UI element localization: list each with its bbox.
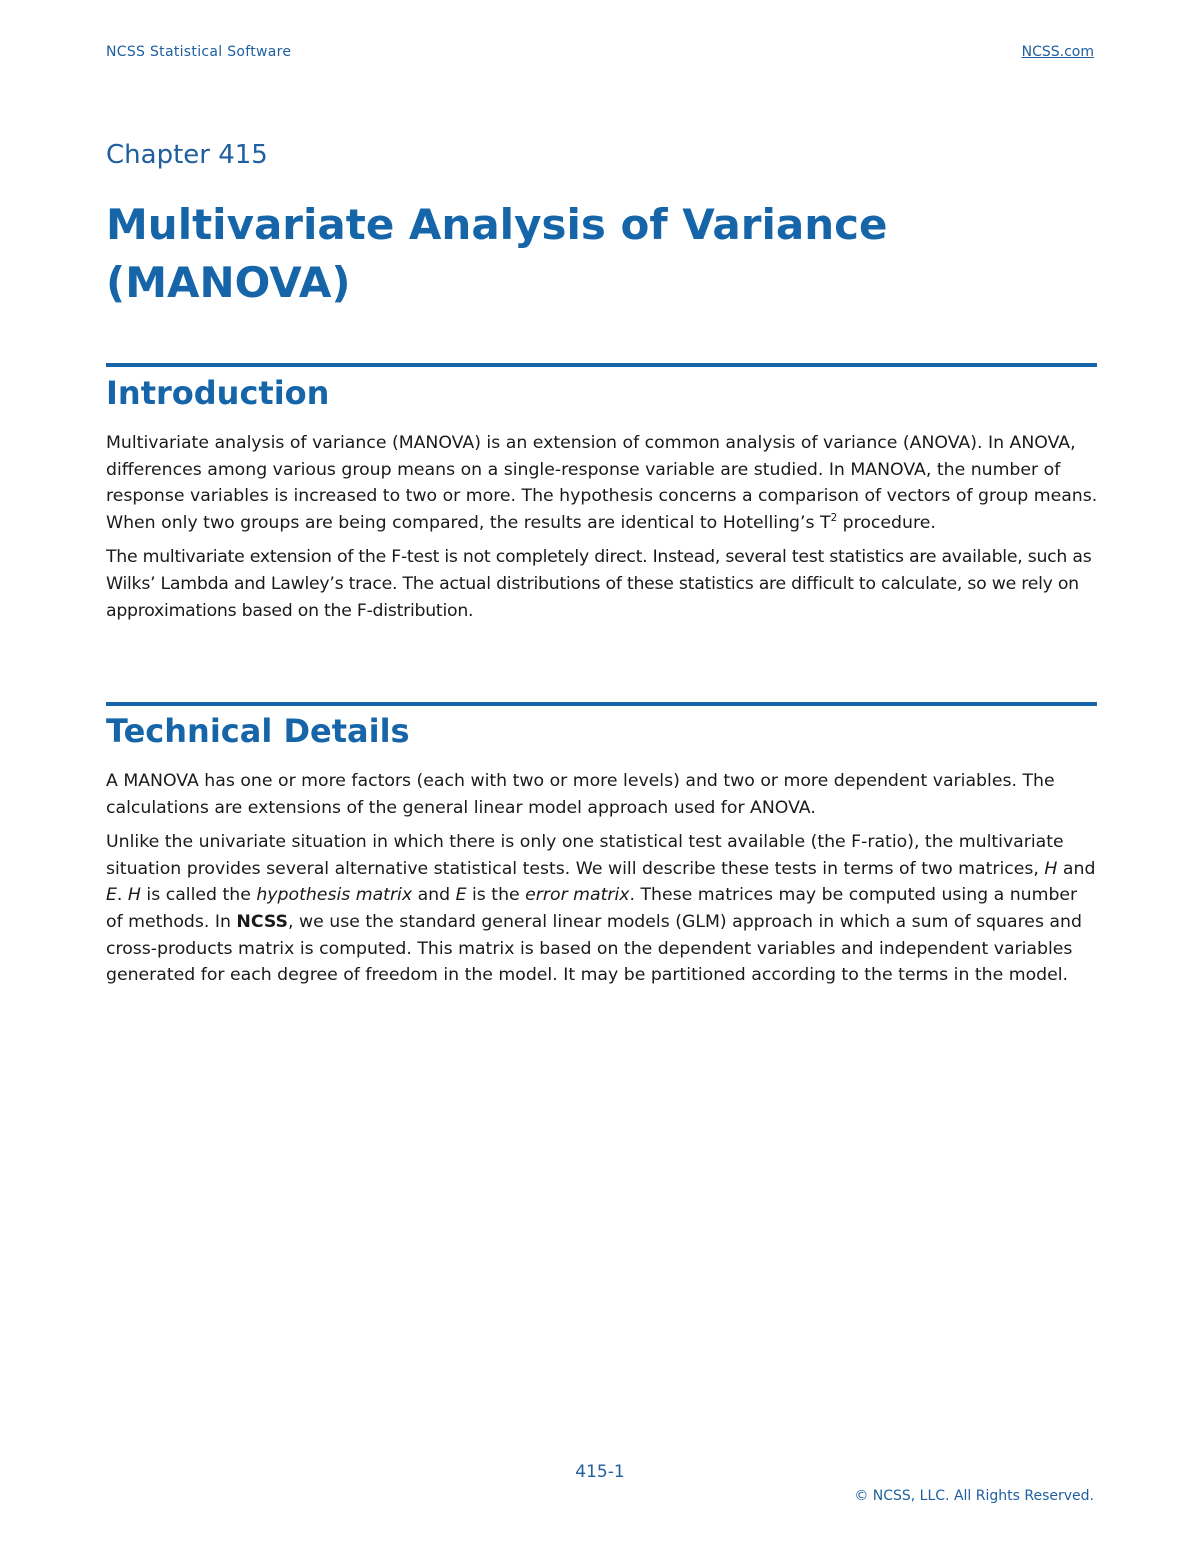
bold-ncss: NCSS <box>236 911 289 932</box>
page-title <box>106 196 1096 312</box>
italic-e: E <box>106 885 117 906</box>
italic-h: H <box>127 885 141 906</box>
technical-paragraph-2 <box>106 829 1098 989</box>
page-number: 415-1 <box>575 1462 625 1482</box>
page-title-line-1: Multivariate Analysis of Variance <box>106 200 888 249</box>
italic-e: E <box>455 885 467 906</box>
section-heading-introduction: Introduction <box>106 374 330 412</box>
section-heading-technical-details: Technical Details <box>106 712 410 750</box>
introduction-body <box>106 430 1098 632</box>
technical-text: . <box>116 885 128 906</box>
section-divider-introduction <box>106 363 1097 367</box>
chapter-label: Chapter 415 <box>106 140 268 170</box>
section-divider-technical-details <box>106 702 1097 706</box>
technical-text: , we use the standard general linear models (GLM) approach in which a sum of squares and cross-products matrix is computed. This matrix is based on the dependent variables and independent variables generated for each degree of freedom in the model. It may be partitioned according to the terms in the model. <box>106 911 1082 986</box>
technical-text: Unlike the univariate situation in which there is only one statistical test available (the F-ratio), the multivariate situation provides several alternative statistical tests. We will describe these tests in terms of two matrices, <box>106 832 1064 879</box>
page-title-line-2: (MANOVA) <box>106 258 351 307</box>
header-software-name: NCSS Statistical Software <box>106 44 292 60</box>
technical-paragraph-1: A MANOVA has one or more factors (each with two or more levels) and two or more dependent variables. The calculations are extensions of the general linear model approach used for ANOVA. <box>106 771 1055 818</box>
superscript-two: 2 <box>830 512 838 525</box>
italic-h: H <box>1044 858 1058 879</box>
italic-error-matrix: error matrix <box>525 885 630 906</box>
introduction-paragraph-1-end: procedure. <box>837 512 936 533</box>
copyright-notice: © NCSS, LLC. All Rights Reserved. <box>854 1488 1094 1504</box>
technical-text: and <box>412 885 456 906</box>
technical-text: is called the <box>140 885 257 906</box>
technical-text: is the <box>466 885 526 906</box>
header-website-link[interactable]: NCSS.com <box>1021 44 1094 60</box>
introduction-paragraph-2: The multivariate extension of the F-test is not completely direct. Instead, several test statistics are available, such as Wilks’ Lambda and Lawley’s trace. The actual distributions of these statistics are difficult to calculate, so we rely on approximations based on the F-distribution. <box>106 547 1092 621</box>
introduction-paragraph-1-text: Multivariate analysis of variance (MANOVA) is an extension of common analysis of variance (ANOVA). In ANOVA, differences among various group means on a single-response variable are studied. In MANOVA, the number of response variables is increased to two or more. The hypothesis concerns a comparison of vectors of group means. When only two groups are being compared, the results are identical to Hotelling’s T <box>106 433 1098 533</box>
technical-text: . These matrices may be computed using a number of methods. In <box>106 885 1078 932</box>
technical-details-body <box>106 768 1098 997</box>
technical-text: and <box>1057 858 1096 879</box>
italic-hypothesis-matrix: hypothesis matrix <box>256 885 413 906</box>
introduction-paragraph-1 <box>106 430 1098 536</box>
